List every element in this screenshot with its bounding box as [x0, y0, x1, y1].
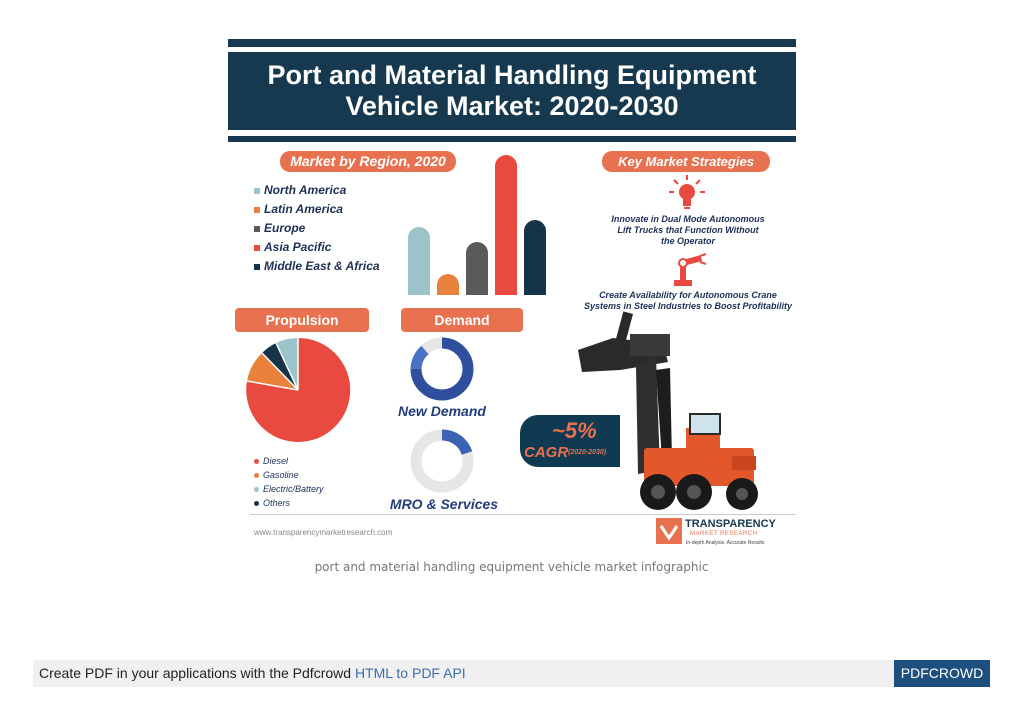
- propulsion-legend-item: [254, 468, 324, 482]
- asia-pacific-swatch: [254, 245, 260, 251]
- propulsion-pie-graphic: [242, 334, 354, 446]
- robot-arm-icon: [670, 250, 708, 288]
- strategy-1-line: the Operator: [660, 236, 715, 246]
- propulsion-legend-label: Electric/Battery: [263, 484, 324, 494]
- strategy-1-line: Lift Trucks that Function Without: [617, 225, 759, 235]
- image-caption: port and material handling equipment vehicle market infographic: [314, 560, 709, 574]
- new-demand-label: New Demand: [398, 403, 486, 419]
- mro-services-donut: [409, 428, 475, 494]
- footer-url: www.transparencymarketresearch.com: [254, 528, 393, 537]
- region-legend-label: North America: [264, 183, 347, 197]
- north-america-bar: [408, 227, 430, 295]
- footer-rule: [250, 514, 796, 515]
- diesel-swatch: [254, 459, 259, 464]
- propulsion-legend-item: [254, 482, 324, 496]
- propulsion-legend: [254, 454, 324, 510]
- strategy-2-line: Systems in Steel Industries to Boost Profitability: [583, 301, 793, 311]
- latin-america-swatch: [254, 207, 260, 213]
- strategies-heading: Key Market Strategies: [602, 151, 770, 172]
- logo-subtitle: MARKET RESEARCH: [690, 531, 758, 537]
- propulsion-heading: Propulsion: [235, 308, 369, 332]
- tmr-logo-icon: [656, 518, 682, 544]
- logo-title: TRANSPARENCY: [685, 518, 776, 530]
- region-legend-label: Europe: [264, 221, 306, 235]
- demand-heading: Demand: [401, 308, 523, 332]
- region-legend-item: [254, 181, 380, 200]
- strategy-1-text: [578, 214, 798, 247]
- region-legend: [254, 181, 380, 276]
- middle-east-africa-swatch: [254, 264, 260, 270]
- region-legend-item: [254, 238, 380, 257]
- gasoline-swatch: [254, 473, 259, 478]
- latin-america-bar: [437, 274, 459, 295]
- mro-services-arc: [442, 435, 467, 453]
- pdfcrowd-banner-text: [39, 665, 466, 681]
- lightbulb-icon: [668, 174, 706, 212]
- reach-stacker-illustration: [558, 310, 778, 516]
- pdfcrowd-button[interactable]: PDFCROWD: [894, 660, 990, 687]
- propulsion-legend-label: Gasoline: [263, 470, 299, 480]
- infographic-title: [228, 52, 796, 130]
- title-line-2: Vehicle Market: 2020-2030: [345, 91, 679, 121]
- electric-battery-swatch: [254, 487, 259, 492]
- europe-bar: [466, 242, 488, 295]
- strategy-1-line: Innovate in Dual Mode Autonomous: [611, 214, 765, 224]
- title-bottom-rule: [228, 136, 796, 142]
- north-america-swatch: [254, 188, 260, 194]
- propulsion-legend-item: [254, 496, 324, 510]
- region-heading: Market by Region, 2020: [280, 151, 456, 172]
- others-swatch: [254, 501, 259, 506]
- propulsion-legend-item: [254, 454, 324, 468]
- new-demand-donut: [409, 336, 475, 402]
- pdfcrowd-banner: [33, 660, 990, 687]
- mro-services-label: MRO & Services: [389, 496, 499, 512]
- html-to-pdf-api-link[interactable]: HTML to PDF API: [354, 665, 466, 681]
- infographic-image: [228, 38, 796, 550]
- region-legend-item: [254, 200, 380, 219]
- asia-pacific-bar: [495, 155, 517, 295]
- europe-swatch: [254, 226, 260, 232]
- pdfcrowd-promo-text: Create PDF in your applications with the Pdfcrowd: [39, 665, 355, 681]
- region-legend-label: Latin America: [264, 202, 343, 216]
- region-legend-label: Asia Pacific: [264, 240, 332, 254]
- region-legend-item: [254, 219, 380, 238]
- title-top-rule: [228, 39, 796, 47]
- propulsion-legend-label: Others: [263, 498, 291, 508]
- logo-tagline: In-depth Analysis. Accurate Results: [686, 540, 765, 546]
- region-bars-graphic: [403, 154, 553, 296]
- title-line-1: Port and Material Handling Equipment: [267, 60, 757, 90]
- region-legend-item: [254, 257, 380, 276]
- cagr-label: CAGR: [524, 444, 569, 461]
- region-legend-label: Middle East & Africa: [264, 259, 380, 273]
- strategy-2-text: [568, 290, 808, 312]
- middle-east-africa-bar: [524, 220, 546, 295]
- cagr-period: (2020-2030): [568, 449, 607, 456]
- propulsion-legend-label: Diesel: [263, 456, 289, 466]
- cagr-value: ~5%: [552, 418, 597, 443]
- strategy-2-line: Create Availability for Autonomous Crane: [599, 290, 777, 300]
